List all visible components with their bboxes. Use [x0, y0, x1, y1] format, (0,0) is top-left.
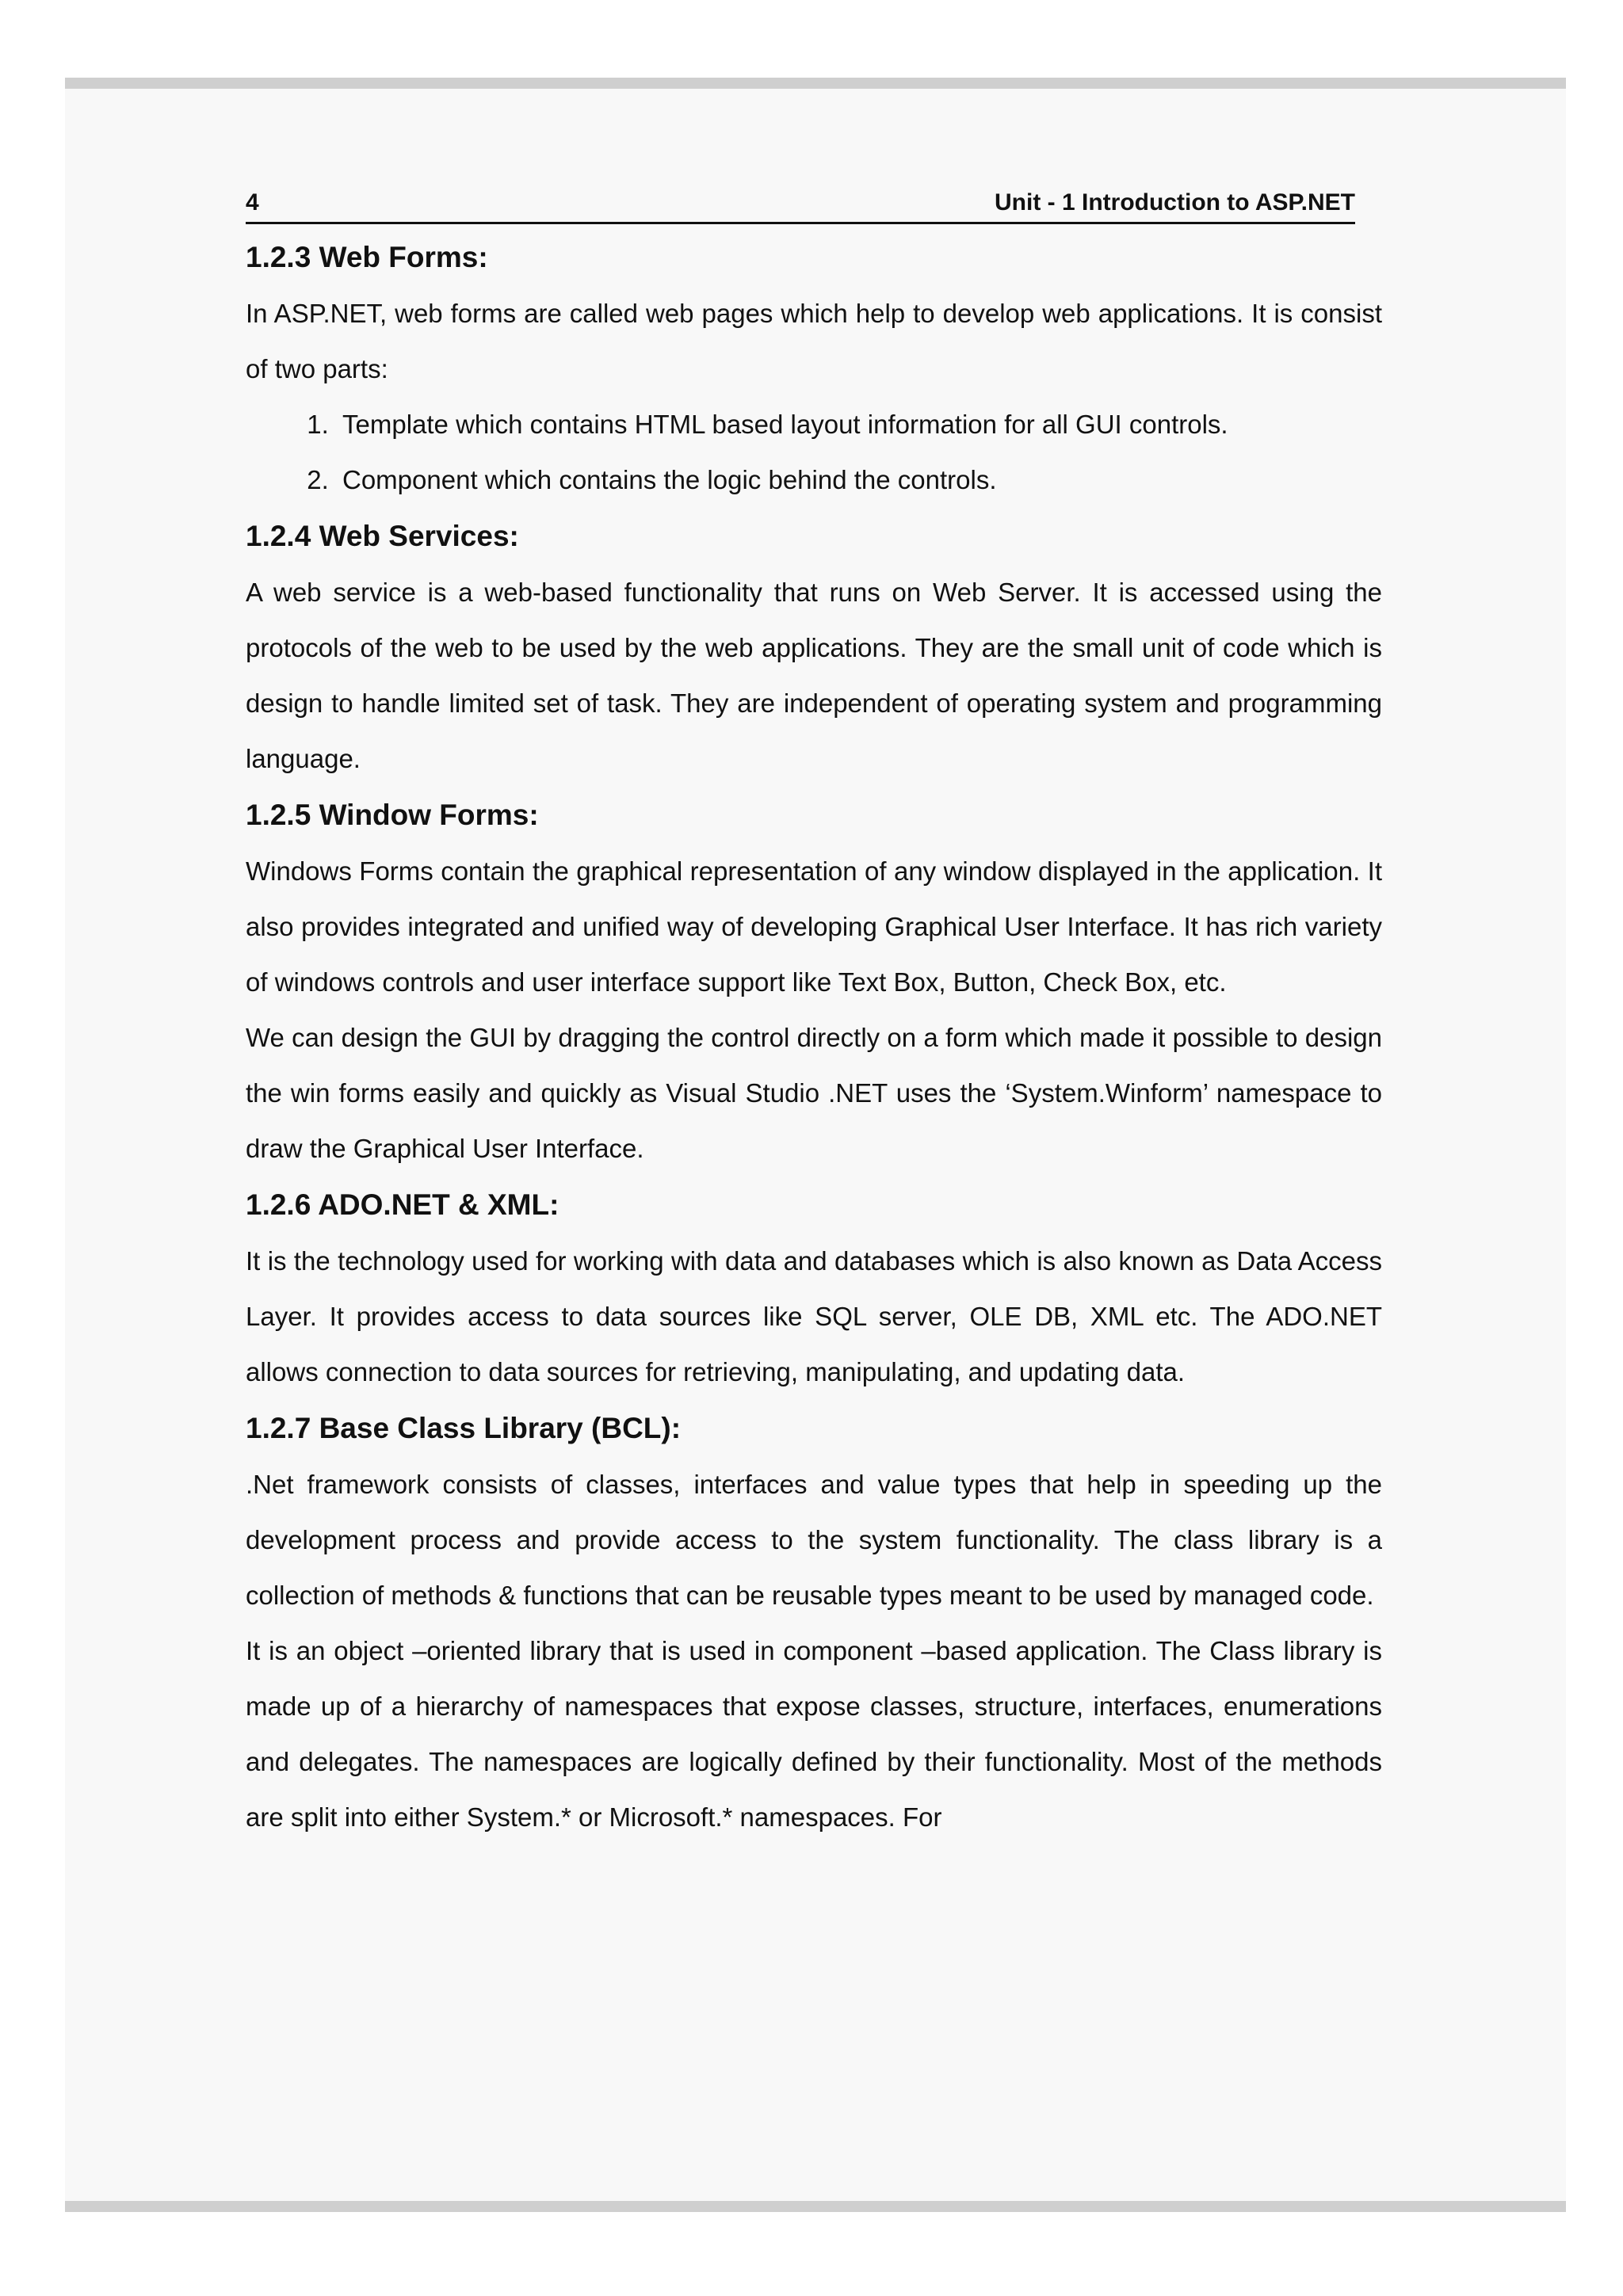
paragraph-web-forms-intro: In ASP.NET, web forms are called web pages which help to develop web applications. It is consist of two parts:	[246, 299, 1382, 383]
heading-window-forms: 1.2.5 Window Forms:	[246, 799, 539, 831]
bottom-frame-bar	[65, 2201, 1566, 2212]
paragraph-web-services: A web service is a web-based functionality that runs on Web Server. It is accessed using the protocols of the web to be used by the web applications. They are the small unit of code which is design to handle limited set of task. They are independent of operating system and programming language.	[246, 578, 1382, 773]
web-forms-parts-list	[246, 397, 1382, 508]
page-number: 4	[246, 189, 259, 215]
paragraph-bcl-1: .Net framework consists of classes, interfaces and value types that help in speeding up the development process and provide access to the system functionality. The class library is a collection of methods & functions that can be reusable types meant to be used by managed code.	[246, 1470, 1382, 1610]
list-item: 1. Template which contains HTML based layout information for all GUI controls.	[336, 397, 1382, 452]
running-header	[246, 181, 1355, 224]
heading-web-forms: 1.2.3 Web Forms:	[246, 241, 488, 273]
running-header-title: Unit - 1 Introduction to ASP.NET	[995, 189, 1355, 215]
paragraph-window-forms-1: Windows Forms contain the graphical representation of any window displayed in the application. It also provides integrated and unified way of developing Graphical User Interface. It has rich variety of windows controls and user interface support like Text Box, Button, Check Box, etc.	[246, 856, 1382, 997]
top-frame-bar	[65, 78, 1566, 89]
heading-web-services: 1.2.4 Web Services:	[246, 520, 519, 552]
heading-base-class-library: 1.2.7 Base Class Library (BCL):	[246, 1412, 682, 1444]
page-content	[246, 181, 1382, 1845]
paragraph-window-forms-2: We can design the GUI by dragging the control directly on a form which made it possible to design the win forms easily and quickly as Visual Studio .NET uses the ‘System.Winform’ namespace to draw the Graphical User Interface.	[246, 1023, 1382, 1163]
heading-ado-net: 1.2.6 ADO.NET & XML:	[246, 1188, 559, 1221]
document-page	[65, 89, 1566, 2201]
list-item: 2. Component which contains the logic behind the controls.	[336, 452, 1382, 508]
paragraph-ado-net: It is the technology used for working with data and databases which is also known as Data Access Layer. It provides access to data sources like SQL server, OLE DB, XML etc. The ADO.NET allows connection to data sources for retrieving, manipulating, and updating data.	[246, 1246, 1382, 1386]
paragraph-bcl-2: It is an object –oriented library that is used in component –based application. The Class library is made up of a hierarchy of namespaces that expose classes, structure, interfaces, enumerations and delegates. The namespaces are logically defined by their functionality. Most of the methods are split into either System.* or Microsoft.* namespaces. For	[246, 1636, 1382, 1832]
